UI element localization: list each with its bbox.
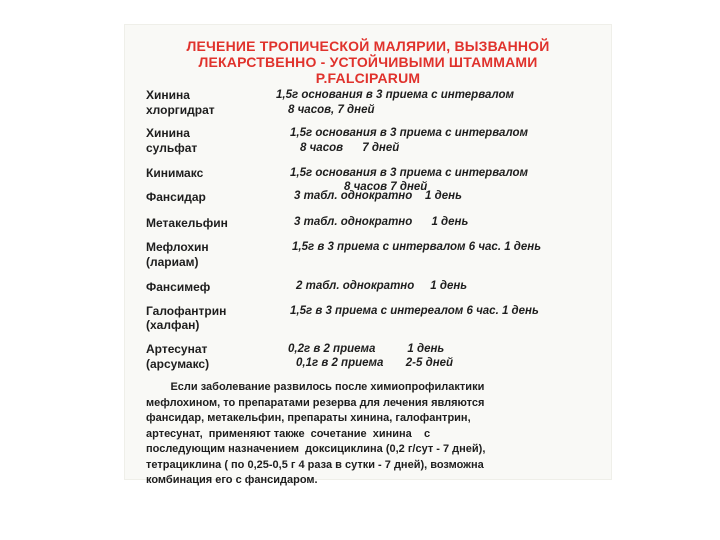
note-line: последующим назначением доксициклина (0,2 г/сут - 7 дней),: [146, 443, 486, 455]
drug-name-sub: (халфан): [146, 318, 200, 332]
drug-name: Метакельфин: [146, 216, 228, 230]
drug-name: Кинимакс: [146, 166, 204, 180]
dose-text-sub: 0,1г в 2 приема 2-5 дней: [296, 357, 454, 369]
note-line: артесунат, применяют также сочетание хинина с: [146, 427, 431, 440]
note-line: комбинация его с фансидаром.: [146, 474, 318, 486]
drug-name: Фансидар: [146, 190, 206, 204]
dose-text: 1,5г основания в 3 приема с интервалом: [290, 127, 529, 139]
dose-text: 3 табл. однократно 1 день: [294, 190, 462, 202]
dose-text: 3 табл. однократно 1 день: [294, 216, 469, 228]
title-line-3: P.FALCIPARUM: [315, 70, 421, 86]
note-line: тетрациклина ( по 0,25-0,5 г 4 раза в сутки - 7 дней), возможна: [146, 458, 484, 471]
note-line: мефлохином, то препаратами резерва для лечения являются: [146, 396, 485, 409]
note-paragraph: [146, 380, 608, 489]
drug-name: Хинина: [146, 126, 190, 140]
title-line-1: ЛЕЧЕНИЕ ТРОПИЧЕСКОЙ МАЛЯРИИ, ВЫЗВАННОЙ: [186, 38, 550, 54]
drug-name: Артесунат: [146, 342, 208, 356]
note-line: фансидар, метакельфин, препараты хинина, галофантрин,: [146, 412, 471, 424]
slide-scan: [124, 24, 612, 486]
dose-text: 2 табл. однократно 1 день: [296, 280, 468, 292]
dose-text: 1,5г в 3 приема с интереалом 6 час. 1 день: [290, 305, 539, 317]
dose-text: 1,5г основания в 3 приема с интервалом: [276, 89, 515, 101]
dose-text: 0,2г в 2 приема 1 день: [288, 343, 445, 355]
dose-text-sub: 8 часов 7 дней: [344, 181, 428, 193]
dose-text-sub: 8 часов 7 дней: [300, 142, 400, 154]
dose-text: 1,5г основания в 3 приема с интервалом: [290, 167, 529, 179]
drug-name-sub: сульфат: [146, 141, 198, 155]
drug-name-sub: хлоргидрат: [146, 103, 215, 117]
drug-name-sub: (лариам): [146, 255, 199, 269]
drug-name: Мефлохин: [146, 240, 209, 254]
drug-name: Галофантрин: [146, 304, 227, 318]
note-line: Если заболевание развилось после химиопрофилактики: [146, 381, 485, 393]
dose-text: 1,5г в 3 приема с интервалом 6 час. 1 день: [292, 241, 542, 253]
title-line-2: ЛЕКАРСТВЕННО - УСТОЙЧИВЫМИ ШТАММАМИ: [198, 54, 538, 70]
drug-name: Хинина: [146, 88, 190, 102]
dose-text-sub: 8 часов, 7 дней: [288, 104, 375, 116]
drug-name-sub: (арсумакс): [146, 357, 210, 371]
drug-name: Фансимеф: [146, 280, 211, 294]
